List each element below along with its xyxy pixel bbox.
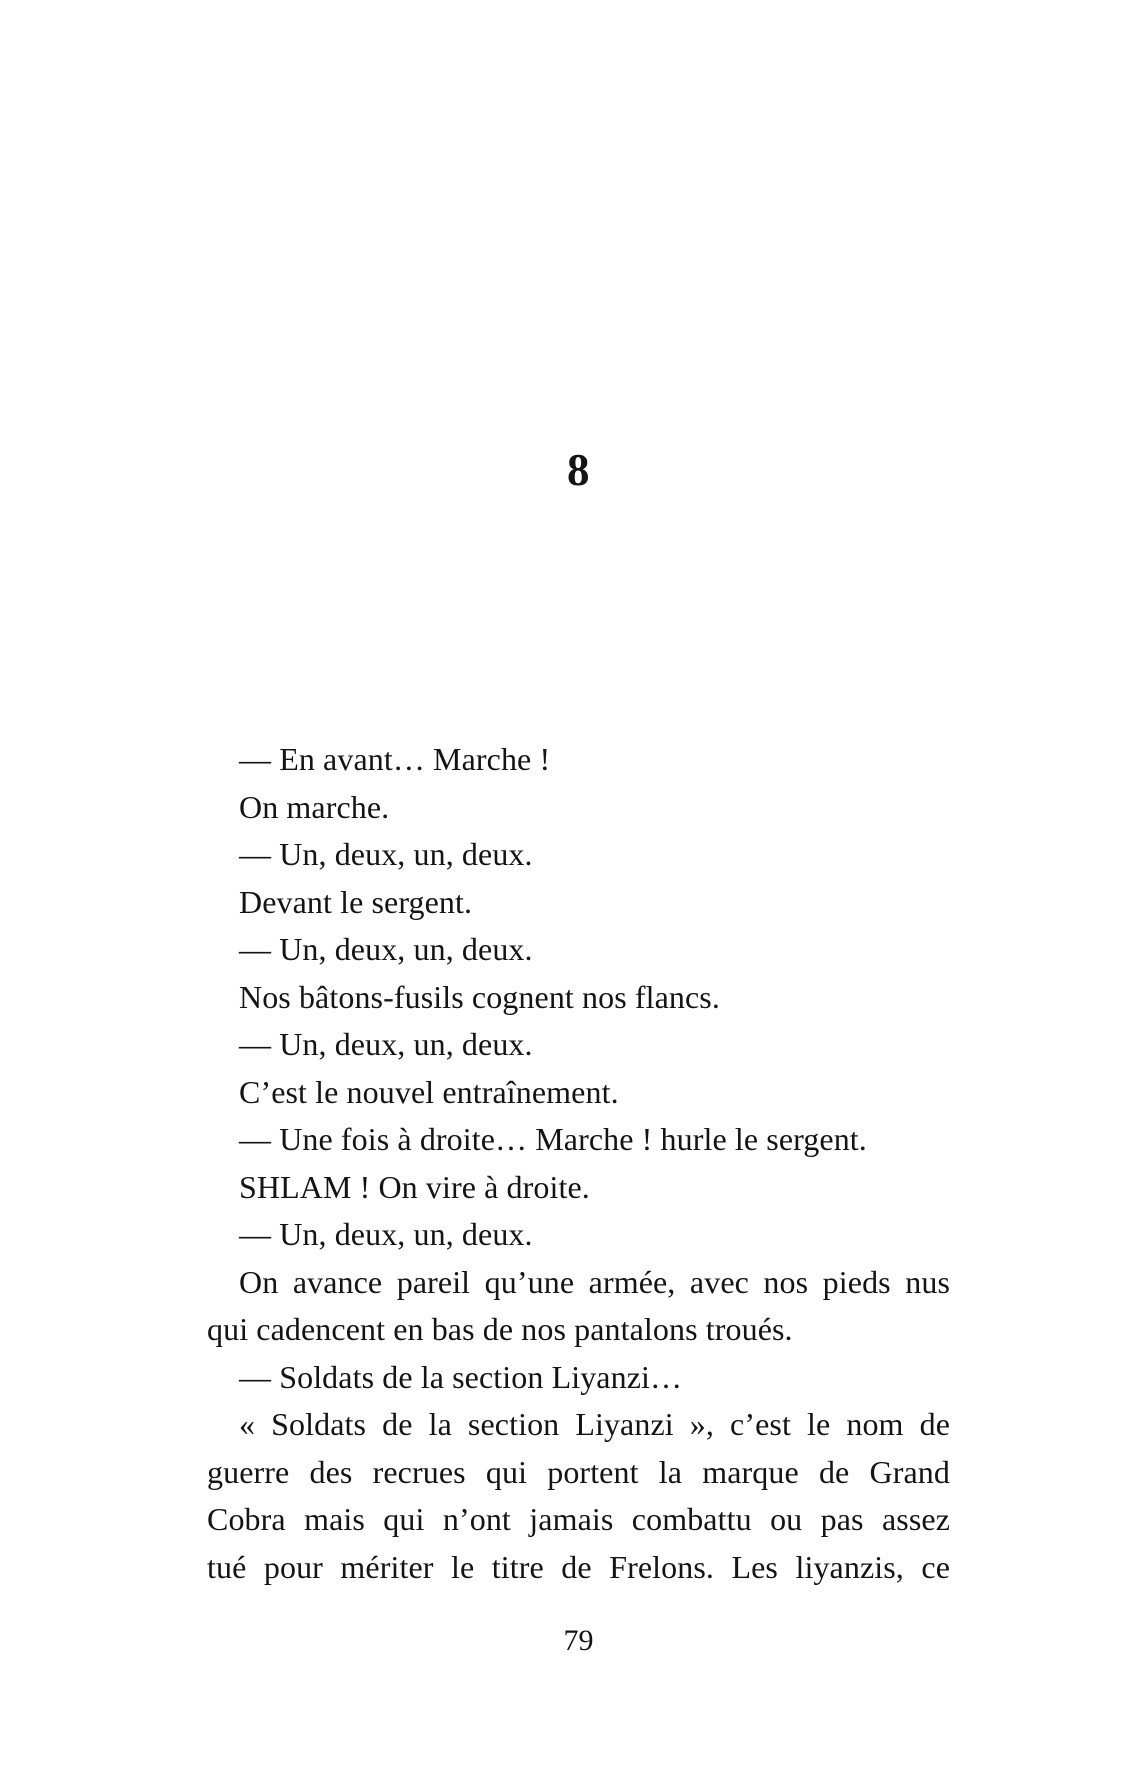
text-line: On avance pareil qu’une armée, avec nos pieds nus xyxy=(239,1263,950,1300)
text-line: C’est le nouvel entraînement. xyxy=(239,1073,619,1110)
text-line: — Un, deux, un, deux. xyxy=(239,1026,533,1062)
text-line: — Un, deux, un, deux. xyxy=(239,1216,533,1252)
text-line: — Un, deux, un, deux. xyxy=(239,836,533,872)
text-line: Nos bâtons-fusils cognent nos flancs. xyxy=(239,978,720,1015)
text-line: On marche. xyxy=(239,788,390,825)
body-text xyxy=(207,736,950,1591)
chapter-number: 8 xyxy=(567,445,590,495)
page-number: 79 xyxy=(563,1624,594,1657)
text-line: SHLAM ! On vire à droite. xyxy=(239,1168,590,1205)
text-line: Devant le sergent. xyxy=(239,883,473,920)
text-line: Cobra mais qui n’ont jamais combattu ou pas assez xyxy=(207,1501,950,1537)
text-line: guerre des recrues qui portent la marque de Grand xyxy=(207,1453,950,1490)
text-line: qui cadencent en bas de nos pantalons troués. xyxy=(207,1311,793,1347)
text-line: — Un, deux, un, deux. xyxy=(239,931,533,967)
text-line: — En avant… Marche ! xyxy=(239,741,551,777)
text-line: — Une fois à droite… Marche ! hurle le sergent. xyxy=(239,1121,867,1157)
text-line: — Soldats de la section Liyanzi… xyxy=(239,1358,683,1395)
text-line: tué pour mériter le titre de Frelons. Les liyanzis, ce xyxy=(207,1548,950,1585)
text-line: « Soldats de la section Liyanzi », c’est le nom de xyxy=(239,1406,950,1442)
